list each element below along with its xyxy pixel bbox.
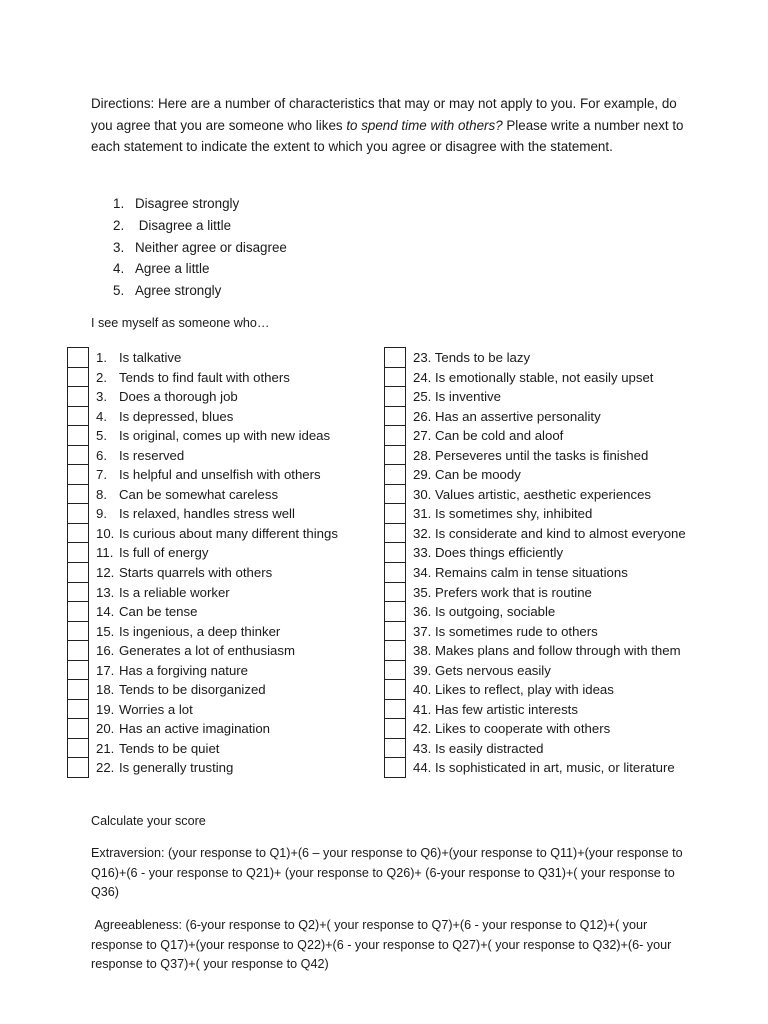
answer-box[interactable]	[384, 445, 406, 465]
answer-box[interactable]	[384, 484, 406, 504]
scale-item	[113, 215, 287, 237]
statement-number: 4.	[96, 408, 107, 424]
scale-item	[113, 193, 287, 215]
answer-box[interactable]	[67, 386, 89, 406]
statement-text	[413, 407, 601, 426]
answer-box[interactable]	[67, 503, 89, 523]
answer-box[interactable]	[67, 562, 89, 582]
scale-label: Disagree strongly	[135, 196, 240, 211]
statement-text	[96, 368, 290, 387]
statement-number: 11.	[96, 545, 114, 561]
statement-label: Can be tense	[119, 604, 198, 620]
statement-text	[413, 543, 563, 562]
statement-number: 16.	[96, 643, 115, 659]
statement-number: 40.	[413, 682, 432, 698]
statement-text	[413, 368, 653, 387]
statement-label: Is sophisticated in art, music, or literature	[435, 760, 675, 776]
statement-label: Is sometimes rude to others	[435, 623, 598, 639]
answer-box[interactable]	[67, 523, 89, 543]
statement-label: Is emotionally stable, not easily upset	[435, 369, 654, 385]
answer-box[interactable]	[384, 542, 406, 562]
answer-box[interactable]	[384, 738, 406, 758]
statement-text	[413, 446, 648, 465]
statement-text	[96, 504, 295, 523]
statement-number: 1.	[96, 350, 107, 365]
statement-label: Is helpful and unselfish with others	[119, 467, 321, 483]
answer-box[interactable]	[384, 640, 406, 660]
statement-label: Is ingenious, a deep thinker	[119, 623, 281, 639]
statement-number: 34.	[413, 565, 432, 581]
statement-label: Is inventive	[435, 389, 501, 405]
statement-label: Is outgoing, sociable	[435, 604, 556, 620]
answer-box[interactable]	[384, 503, 406, 523]
answer-box[interactable]	[67, 738, 89, 758]
statement-number: 28.	[413, 447, 432, 463]
statement-label: Tends to be disorganized	[119, 682, 266, 698]
statement-number: 13.	[96, 584, 115, 600]
statement-text	[413, 641, 681, 660]
statement-number: 20.	[96, 721, 115, 737]
calculate-score-heading: Calculate your score	[91, 814, 206, 828]
statement-text	[413, 504, 592, 523]
statement-text	[96, 758, 233, 777]
statement-label: Tends to be quiet	[119, 740, 220, 756]
statement-number: 15.	[96, 623, 115, 639]
statement-text	[96, 426, 330, 445]
statement-label: Can be somewhat careless	[119, 486, 279, 502]
statement-text	[413, 348, 530, 367]
statement-number: 42.	[413, 721, 432, 737]
statement-label: Is easily distracted	[435, 740, 544, 756]
answer-box[interactable]	[384, 718, 406, 738]
statement-number: 44.	[413, 760, 432, 776]
statement-number: 21.	[96, 740, 115, 756]
statement-number: 31.	[413, 506, 432, 522]
statement-label: Is relaxed, handles stress well	[119, 506, 295, 522]
scale-label: Disagree a little	[135, 217, 232, 233]
statement-text	[413, 719, 610, 738]
statement-number: 30.	[413, 486, 432, 502]
scale-number: 1.	[113, 196, 125, 211]
answer-box[interactable]	[384, 386, 406, 406]
statement-label: Values artistic, aesthetic experiences	[435, 486, 652, 502]
extraversion-formula: Extraversion: (your response to Q1)+(6 – your response to Q6)+(your response to Q11)+(your response to Q16)+(6 - your response to Q21)+ (your response to Q26)+ (6-your response to Q31)+( your response to Q36)	[91, 846, 683, 900]
statement-text	[413, 700, 578, 719]
answer-box[interactable]	[67, 660, 89, 680]
statement-label: Does things efficiently	[435, 545, 564, 561]
statement-text	[96, 387, 238, 406]
scale-label: Neither agree or disagree	[135, 239, 287, 255]
statement-label: Tends to be lazy	[434, 350, 531, 365]
answer-box[interactable]	[384, 699, 406, 719]
answer-box[interactable]	[384, 523, 406, 543]
scale-label: Agree a little	[135, 261, 210, 277]
statement-number: 41.	[413, 701, 432, 717]
answer-box[interactable]	[384, 660, 406, 680]
statement-text	[96, 543, 208, 562]
scale-number: 2.	[113, 217, 125, 233]
statement-label: Remains calm in tense situations	[435, 565, 628, 581]
agreeableness-formula: Agreeableness: (6-your response to Q2)+( your response to Q7)+(6 - your response to Q12)+( your response to Q17)+(your response to Q22)+(6 - your response to Q27)+( your response to Q32)+(6- your response to Q37)+( your response to Q42)	[91, 918, 675, 972]
statement-text	[96, 485, 278, 504]
statement-label: Makes plans and follow through with them	[435, 643, 681, 659]
statement-label: Is reserved	[119, 447, 185, 463]
scale-item	[113, 280, 287, 302]
statement-number: 10.	[96, 525, 115, 541]
statement-text	[413, 524, 686, 543]
statement-label: Worries a lot	[119, 701, 193, 717]
answer-box[interactable]	[67, 445, 89, 465]
directions-text-emphasis: to spend time with others?	[346, 117, 503, 133]
statement-number: 39.	[413, 662, 432, 678]
statement-label: Is generally trusting	[119, 760, 234, 776]
statement-number: 36.	[413, 604, 432, 620]
answer-box[interactable]	[67, 464, 89, 484]
statement-label: Is curious about many different things	[119, 525, 338, 541]
answer-box[interactable]	[384, 425, 406, 445]
answer-box[interactable]	[67, 582, 89, 602]
statement-label: Is talkative	[119, 350, 182, 365]
statement-number: 24.	[413, 369, 432, 385]
answer-box[interactable]	[384, 757, 406, 778]
statement-label: Is sometimes shy, inhibited	[435, 506, 593, 522]
statement-number: 38.	[413, 643, 432, 659]
scale-number: 5.	[113, 283, 125, 299]
statement-text	[96, 602, 197, 621]
statement-label: Is considerate and kind to almost everyone	[435, 525, 686, 541]
statement-label: Likes to reflect, play with ideas	[435, 682, 614, 698]
statement-text	[96, 348, 181, 367]
answer-box[interactable]	[384, 679, 406, 699]
statement-number: 43.	[413, 740, 432, 756]
statement-number: 12.	[96, 565, 115, 581]
statement-text	[413, 661, 551, 680]
statement-text	[413, 563, 628, 582]
answer-box[interactable]	[384, 562, 406, 582]
answer-box[interactable]	[67, 621, 89, 641]
statement-label: Generates a lot of enthusiasm	[119, 643, 295, 659]
statement-label: Gets nervous easily	[435, 662, 551, 678]
answer-box[interactable]	[384, 464, 406, 484]
scale-item	[113, 258, 287, 280]
answer-box[interactable]	[67, 718, 89, 738]
statement-text	[96, 563, 272, 582]
statement-number: 23.	[413, 350, 432, 365]
answer-box[interactable]	[67, 679, 89, 699]
answer-box[interactable]	[67, 347, 89, 367]
answer-box[interactable]	[67, 425, 89, 445]
statement-text	[96, 524, 338, 543]
statement-text	[413, 426, 563, 445]
statement-number: 27.	[413, 428, 432, 444]
scale-number: 4.	[113, 261, 125, 277]
statement-text	[96, 622, 280, 641]
statement-label: Likes to cooperate with others	[435, 721, 611, 737]
statement-number: 29.	[413, 467, 432, 483]
statement-text	[96, 446, 184, 465]
intro-text: I see myself as someone who…	[91, 316, 270, 330]
statement-number: 19.	[96, 701, 115, 717]
statement-number: 22.	[96, 760, 115, 776]
statement-number: 35.	[413, 584, 432, 600]
statement-number: 5.	[96, 428, 107, 444]
answer-box[interactable]	[67, 542, 89, 562]
answer-box[interactable]	[67, 367, 89, 387]
statement-label: Prefers work that is routine	[435, 584, 592, 600]
statement-label: Has few artistic interests	[435, 701, 578, 717]
answer-box[interactable]	[384, 347, 406, 367]
statement-label: Can be cold and aloof	[435, 428, 564, 444]
answer-box[interactable]	[67, 757, 89, 778]
response-scale-list	[113, 193, 287, 302]
statement-label: Can be moody	[435, 467, 521, 483]
statement-number: 33.	[413, 545, 432, 561]
statement-label: Is original, comes up with new ideas	[119, 428, 331, 444]
statement-text	[96, 661, 248, 680]
statement-label: Is full of energy	[119, 545, 209, 561]
directions-text-part2: Please write a number next to each statement to indicate the extent to which you agree or disagree with the statement.	[91, 117, 684, 155]
answer-box[interactable]	[67, 640, 89, 660]
statement-number: 18.	[96, 682, 115, 698]
statement-text	[96, 407, 233, 426]
statement-text	[413, 680, 614, 699]
statement-text	[413, 758, 675, 777]
answer-box[interactable]	[384, 582, 406, 602]
statement-number: 14.	[96, 604, 115, 620]
statement-number: 25.	[413, 389, 432, 405]
statement-label: Tends to find fault with others	[119, 369, 290, 385]
statement-text	[413, 739, 544, 758]
statement-text	[413, 602, 555, 621]
statement-label: Starts quarrels with others	[119, 565, 273, 581]
answer-box[interactable]	[67, 484, 89, 504]
statement-label: Is a reliable worker	[119, 584, 230, 600]
statement-text	[96, 700, 193, 719]
statement-text	[96, 719, 270, 738]
statement-text	[96, 680, 266, 699]
statement-text	[413, 583, 592, 602]
statement-label: Has an assertive personality	[435, 408, 601, 424]
statement-number: 37.	[413, 623, 432, 639]
scale-number: 3.	[113, 239, 125, 255]
scale-item	[113, 237, 287, 259]
statement-label: Does a thorough job	[119, 389, 238, 405]
answer-box[interactable]	[384, 621, 406, 641]
answer-box[interactable]	[384, 367, 406, 387]
statement-number: 2.	[96, 369, 107, 385]
statement-text	[96, 739, 219, 758]
statement-number: 6.	[96, 447, 107, 463]
statement-text	[96, 641, 295, 660]
answer-box[interactable]	[384, 406, 406, 426]
statement-text	[413, 485, 651, 504]
statement-label: Has an active imagination	[119, 721, 271, 737]
statement-number: 32.	[413, 525, 432, 541]
statement-number: 7.	[96, 467, 107, 483]
statement-number: 17.	[96, 662, 115, 678]
answer-box[interactable]	[67, 699, 89, 719]
scale-label: Agree strongly	[135, 283, 222, 299]
answer-box[interactable]	[384, 601, 406, 621]
answer-box[interactable]	[67, 406, 89, 426]
statement-number: 3.	[96, 389, 107, 405]
statement-text	[413, 465, 521, 484]
answer-box[interactable]	[67, 601, 89, 621]
statement-text	[413, 622, 598, 641]
statement-text	[413, 387, 501, 406]
statement-number: 9.	[96, 506, 107, 522]
statement-text	[96, 583, 230, 602]
statement-label: Is depressed, blues	[119, 408, 234, 424]
statement-label: Perseveres until the tasks is finished	[435, 447, 649, 463]
statement-label: Has a forgiving nature	[119, 662, 249, 678]
directions-text-part1: Directions: Here are a number of characteristics that may or may not apply to you. For example, do you agree that you are someone who likes	[91, 96, 677, 133]
statement-number: 8.	[96, 486, 107, 502]
statement-number: 26.	[413, 408, 432, 424]
statement-text	[96, 465, 321, 484]
directions-paragraph	[91, 93, 691, 158]
